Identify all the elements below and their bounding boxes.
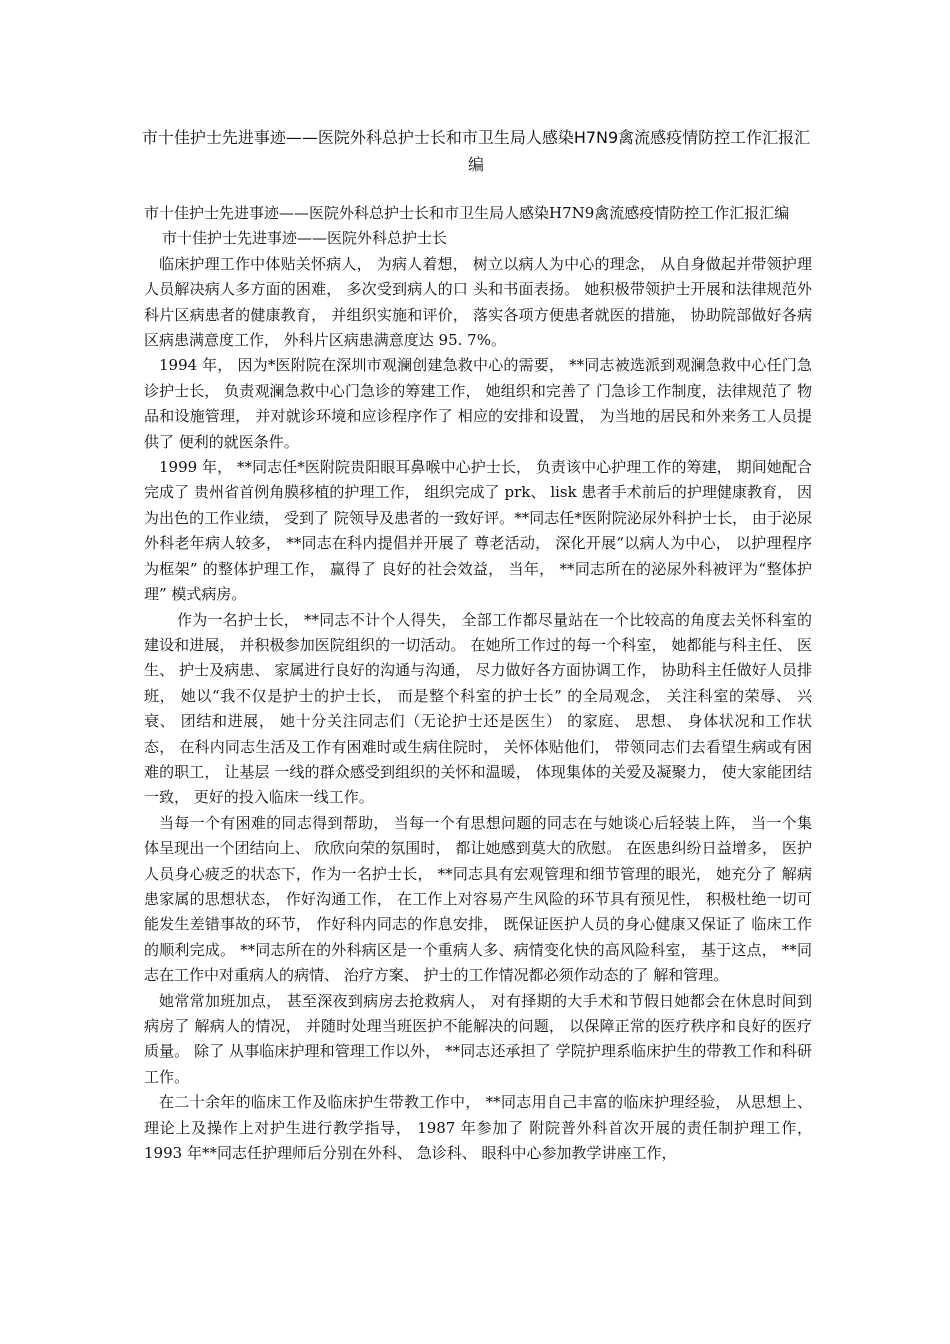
document-title: 市十佳护士先进事迹——医院外科总护士长和市卫生局人感染H7N9禽流感疫情防控工作汇报汇编 <box>141 128 811 174</box>
body-paragraph: 1999 年， **同志任*医附院贵阳眼耳鼻喉中心护士长， 负责该中心护理工作的筹建， 期间她配合完成了 贵州省首例角膜移植的护理工作， 组织完成了 prk、 lisk 患者手术前后的护理健康教育， 因为出色的工作业绩， 受到了 院领导及患者的一致好评。**同志任*医附院泌尿外科护士长， 由于泌尿外科老年病人较多， **同志在科内提倡并开展了 尊老活动， 深化开展“以病人为中心， 以护理程序为框架” 的整体护理工作， 赢得了 良好的社会效益， 当年， **同志所在的泌尿外科被评为“整体护理” 模式病房。 <box>144 458 812 604</box>
body-paragraph: 在二十余年的临床工作及临床护生带教工作中， **同志用自己丰富的临床护理经验， 从思想上、 理论上及操作上对护生进行教学指导， 1987 年参加了 附院普外科首次开展的责任制护理工作， 1993 年**同志任护理师后分别在外科、 急诊科、 眼科中心参加教学讲座工作， <box>144 1093 812 1163</box>
body-paragraph: 临床护理工作中体贴关怀病人， 为病人着想， 树立以病人为中心的理念， 从自身做起并带领护理人员解决病人多方面的困难， 多次受到病人的口 头和书面表扬。 她积极带领护士开展和法律规范外科片区病患者的健康教育， 并组织实施和评价， 落实各项方便患者就医的措施， 协助院部做好各病区病患满意度工作， 外科片区病患满意度达 95. 7%。 <box>144 254 812 350</box>
body-paragraph: 作为一名护士长， **同志不计个人得失， 全部工作都尽量站在一个比较高的角度去关怀科室的建设和进展， 并积极参加医院组织的一切活动。 在她所工作过的每一个科室， 她都能与科主任、 医生、 护士及病患、 家属进行良好的沟通与沟通， 尽力做好各方面协调工作， 协助科主任做好人员排班， 她以“我不仅是护士的护士长， 而是整个科室的护士长” 的全局观念， 关注科室的荣辱、 兴衰、 团结和进展， 她十分关注同志们（无论护士还是医生） 的家庭、 思想、 身体状况和工作状态， 在科内同志生活及工作有困难时或生病住院时， 关怀体贴他们， 带领同志们去看望生病或有困难的职工， 让基层 一线的群众感受到组织的关怀和温暖， 体现集体的关爱及凝聚力， 使大家能团结一致， 更好的投入临床一线工作。 <box>144 610 812 807</box>
body-paragraph: 1994 年， 因为*医附院在深圳市观澜创建急救中心的需要， **同志被选派到观澜急救中心任门急诊护士长， 负责观澜急救中心门急诊的筹建工作， 她组织和完善了 门急诊工作制度，法律规范了 物品和设施管理， 并对就诊环境和应诊程序作了 相应的安排和设置， 为当地的居民和外来务工人员提供了 便利的就医条件。 <box>144 356 812 451</box>
document-body <box>144 201 812 1166</box>
body-paragraph: 她常常加班加点， 甚至深夜到病房去抢救病人， 对有择期的大手术和节假日她都会在休息时间到病房了 解病人的情况， 并随时处理当班医护不能解决的问题， 以保障正常的医疗秩序和良好的医疗质量。 除了 从事临床护理和管理工作以外， **同志还承担了 学院护理系临床护生的带教工作和科研工作。 <box>144 991 812 1086</box>
section-heading: 市十佳护士先进事迹——医院外科总护士长 <box>162 229 448 248</box>
body-paragraph: 当每一个有困难的同志得到帮助， 当每一个有思想问题的同志在与她谈心后轻装上阵， 当一个集体呈现出一个团结向上、 欣欣向荣的氛围时， 都让她感到莫大的欣慰。 在医患纠纷日益增多， 医护人员身心疲乏的状态下，作为一名护士长， **同志具有宏观管理和细节管理的眼光， 她充分了 解病患家属的思想状态， 作好沟通工作， 在工作上对容易产生风险的环节具有预见性， 积极杜绝一切可能发生差错事故的环节， 作好科内同志的作息安排， 既保证医护人员的身心健康又保证了 临床工作的顺利完成。 **同志所在的外科病区是一个重病人多、病情变化快的高风险科室， 基于这点， **同志在工作中对重病人的病情、 治疗方案、 护士的工作情况都必须作动态的了 解和管理。 <box>144 813 812 985</box>
repeated-title-paragraph: 市十佳护士先进事迹——医院外科总护士长和市卫生局人感染H7N9禽流感疫情防控工作汇报汇编 <box>144 204 790 222</box>
